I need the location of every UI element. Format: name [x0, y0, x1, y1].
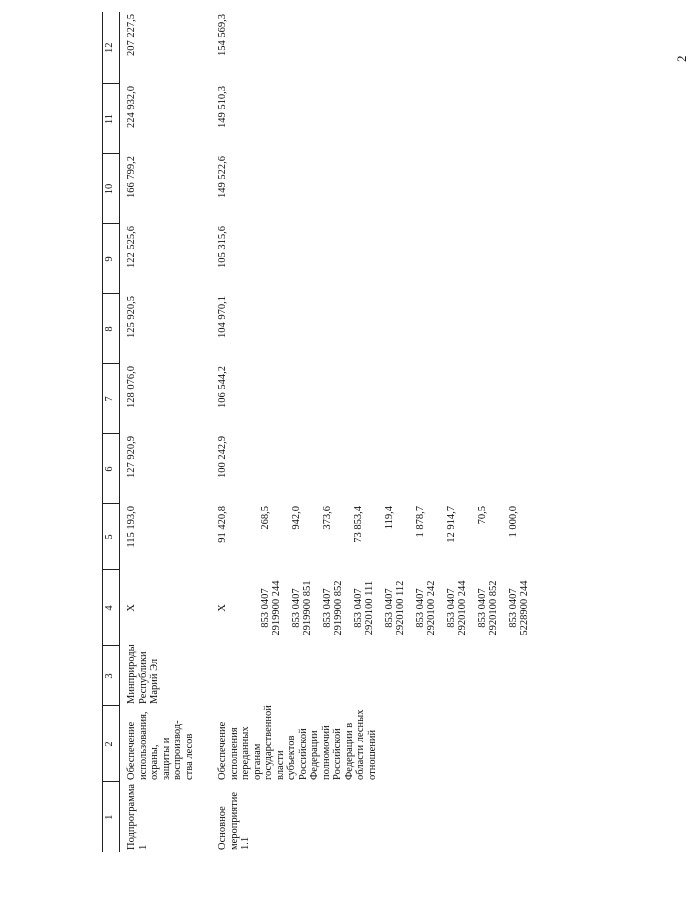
row-code: Х [126, 604, 137, 612]
row-label: Подпрограмма 1 [126, 783, 149, 850]
row-value: 125 920,5 [126, 296, 137, 338]
header-cell: 4 [103, 570, 120, 646]
row-description: Обеспечение исполнения переданных органам государственной власти субъектов Российской Федерации полномочий Российской Федерации в области лесных отношений [217, 705, 378, 780]
row-label: Основное мероприятие 1.1 [217, 792, 251, 850]
row-value: 207 227,5 [126, 14, 137, 56]
row-value: 105 315,6 [217, 226, 228, 268]
budget-code: 853 0407 2919900 244 [259, 580, 282, 636]
header-cell: 2 [103, 706, 120, 782]
table-row-subprogram [120, 12, 218, 852]
budget-table-page [102, 14, 562, 852]
budget-code: 853 0407 2920100 111 [352, 580, 375, 636]
row-value: 127 920,9 [126, 436, 137, 478]
budget-value: 73 853,4 [352, 506, 364, 543]
header-cell: 6 [103, 434, 120, 504]
budget-table [102, 12, 531, 852]
budget-code: 853 0407 5228900 244 [507, 580, 530, 636]
budget-value: 12 914,7 [445, 506, 457, 543]
budget-code: 853 0407 2920100 242 [414, 580, 437, 636]
header-cell: 7 [103, 364, 120, 434]
budget-code: 853 0407 2920100 112 [383, 580, 406, 636]
budget-value: 1 000,0 [507, 506, 519, 538]
budget-value: 373,6 [321, 506, 333, 530]
header-cell: 5 [103, 504, 120, 570]
row-code: Х [217, 604, 228, 612]
row-value: 224 932,0 [126, 86, 137, 128]
budget-value: 1 878,7 [414, 506, 426, 538]
header-cell: 10 [103, 154, 120, 224]
row-value: 100 242,9 [217, 436, 228, 478]
header-cell: 12 [103, 12, 120, 84]
column-number-header [103, 12, 120, 852]
table-row-main-activity [217, 12, 252, 852]
row-value: 122 525,6 [126, 226, 137, 268]
row-description: Обеспечение использования, охраны, защиты и воспроизвод-ства лесов [126, 711, 195, 780]
row-value: 128 076,0 [126, 366, 137, 408]
budget-value: 70,5 [476, 506, 488, 525]
budget-code: 853 0407 2920100 244 [445, 580, 468, 636]
row-value: 91 420,8 [217, 506, 228, 543]
row-value: 104 970,1 [217, 296, 228, 338]
budget-code: 853 0407 2920100 852 [476, 580, 499, 636]
budget-code: 853 0407 2919900 851 [290, 580, 313, 636]
row-executor [217, 646, 252, 706]
budget-value: 942,0 [290, 506, 302, 530]
header-cell: 8 [103, 294, 120, 364]
budget-value: 119,4 [383, 506, 395, 530]
page-number: 2 [674, 55, 689, 62]
budget-value: 268,5 [259, 506, 271, 530]
header-cell: 3 [103, 646, 120, 706]
header-cell: 11 [103, 84, 120, 154]
header-cell: 1 [103, 782, 120, 852]
header-cell: 9 [103, 224, 120, 294]
row-executor: Минприроды Республики Марий Эл [126, 644, 160, 704]
budget-code: 853 0407 2919900 852 [321, 580, 344, 636]
row-value: 115 193,0 [126, 506, 137, 548]
row-value: 154 569,3 [217, 14, 228, 56]
row-value: 166 799,2 [126, 156, 137, 198]
row-value: 149 510,3 [217, 86, 228, 128]
row-value: 106 544,2 [217, 366, 228, 408]
row-value: 149 522,6 [217, 156, 228, 198]
